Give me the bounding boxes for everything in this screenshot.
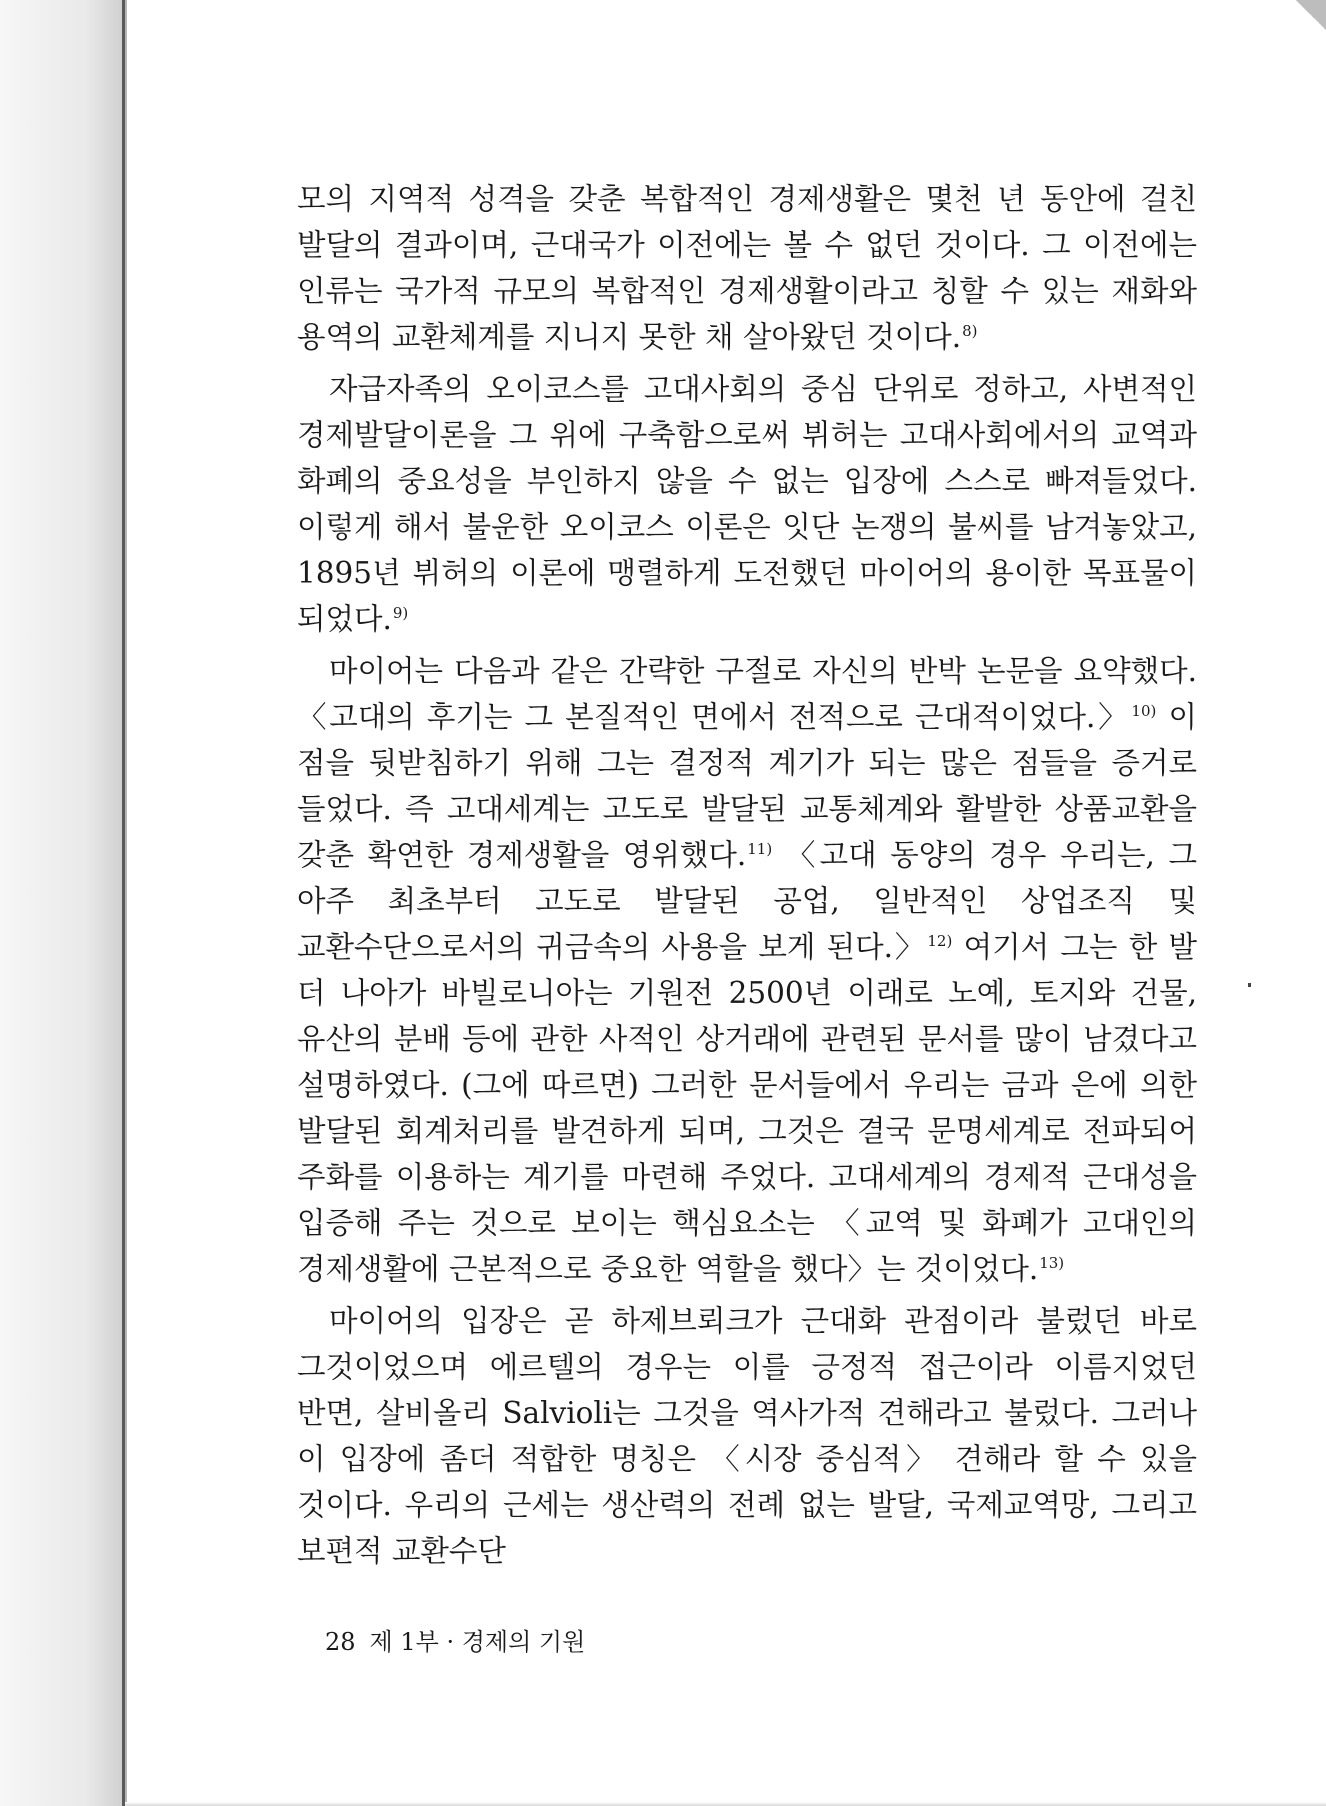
footnote-ref: 9) [392, 604, 409, 623]
running-footer-title: 제 1부 · 경제의 기원 [369, 1628, 586, 1656]
paragraph-text: 모의 지역적 성격을 갖춘 복합적인 경제생활은 몇천 년 동안에 걸친 발달의 결과이며, 근대국가 이전에는 볼 수 없던 것이다. 그 이전에는 인류는 국가적 규모의 복합적인 경제생활이라고 칭할 수 있는 재화와 용역의 교환체계를 지니지 못한 채 살아왔던 것이다. [297, 182, 1197, 354]
page-footer [325, 1622, 585, 1657]
footnote-ref: 12) [927, 932, 953, 951]
paragraph-text: 마이어는 다음과 같은 간략한 구절로 자신의 반박 논문을 요약했다. 〈고대의 후기는 그 본질적인 면에서 전적으로 근대적이었다.〉 [297, 654, 1197, 734]
paragraph-text: 마이어의 입장은 곧 하제브뢰크가 근대화 관점이라 불렀던 바로 그것이었으며 에르텔의 경우는 이를 긍정적 접근이라 이름지었던 반면, 살비올리 Salvioli는 그것을 역사가적 견해라고 불렀다. 그러나 이 입장에 좀더 적합한 명칭은 〈시장 중심적〉 견해라 할 수 있을 것이다. 우리의 근세는 생산력의 전례 없는 발달, 국제교역망, 그리고 보편적 교환수단 [297, 1304, 1197, 1568]
page-edge-inner [125, 0, 127, 1806]
page-corner [1296, 0, 1326, 30]
paragraph-text: 〈고대 동양의 경우 우리는, 그 아주 최초부터 고도로 발달된 공업, 일반적인 상업조직 및 교환수단으로서의 귀금속의 사용을 보게 된다.〉 [297, 838, 1197, 964]
footnote-ref: 8) [962, 322, 978, 341]
page-bottom-shadow [125, 1802, 1326, 1806]
paragraph-1 [297, 176, 1197, 360]
footnote-ref: 11) [747, 840, 773, 859]
footnote-ref: 13) [1039, 1254, 1065, 1273]
paragraph-text: 자급자족의 오이코스를 고대사회의 중심 단위로 정하고, 사변적인 경제발달이론을 그 위에 구축함으로써 뷔허는 고대사회에서의 교역과 화폐의 중요성을 부인하지 않을 수 없는 입장에 스스로 빠져들었다. 이렇게 해서 불운한 오이코스 이론은 잇단 논쟁의 불씨를 남겨놓았고, 1895년 뷔허의 이론에 맹렬하게 도전했던 마이어의 용이한 목표물이 되었다. [297, 372, 1197, 636]
body-text [297, 176, 1197, 1580]
scan-speck [1248, 983, 1251, 987]
paragraph-text: 여기서 그는 한 발 더 나아가 바빌로니아는 기원전 2500년 이래로 노예, 토지와 건물, 유산의 분배 등에 관한 사적인 상거래에 관련된 문서를 많이 남겼다고 설명하였다. (그에 따르면) 그러한 문서들에서 우리는 금과 은에 의한 발달된 회계처리를 발견하게 되며, 그것은 결국 문명세계로 전파되어 주화를 이용하는 계기를 마련해 주었다. 고대세계의 경제적 근대성을 입증해 주는 것으로 보이는 핵심요소는 〈교역 및 화폐가 고대인의 경제생활에 근본적으로 중요한 역할을 했다〉는 것이었다. [297, 930, 1197, 1286]
paragraph-text: 이 점을 뒷받침하기 위해 그는 결정적 계기가 되는 많은 점들을 증거로 들었다. 즉 고대세계는 고도로 발달된 교통체계와 활발한 상품교환을 갖춘 확연한 경제생활을 영위했다. [297, 700, 1197, 872]
paragraph-2 [297, 366, 1197, 642]
footnote-ref: 10) [1131, 702, 1157, 721]
paragraph-3 [297, 648, 1197, 1292]
page-gutter-shadow [0, 0, 124, 1806]
page-number: 28 [325, 1628, 356, 1656]
paragraph-4 [297, 1298, 1197, 1574]
